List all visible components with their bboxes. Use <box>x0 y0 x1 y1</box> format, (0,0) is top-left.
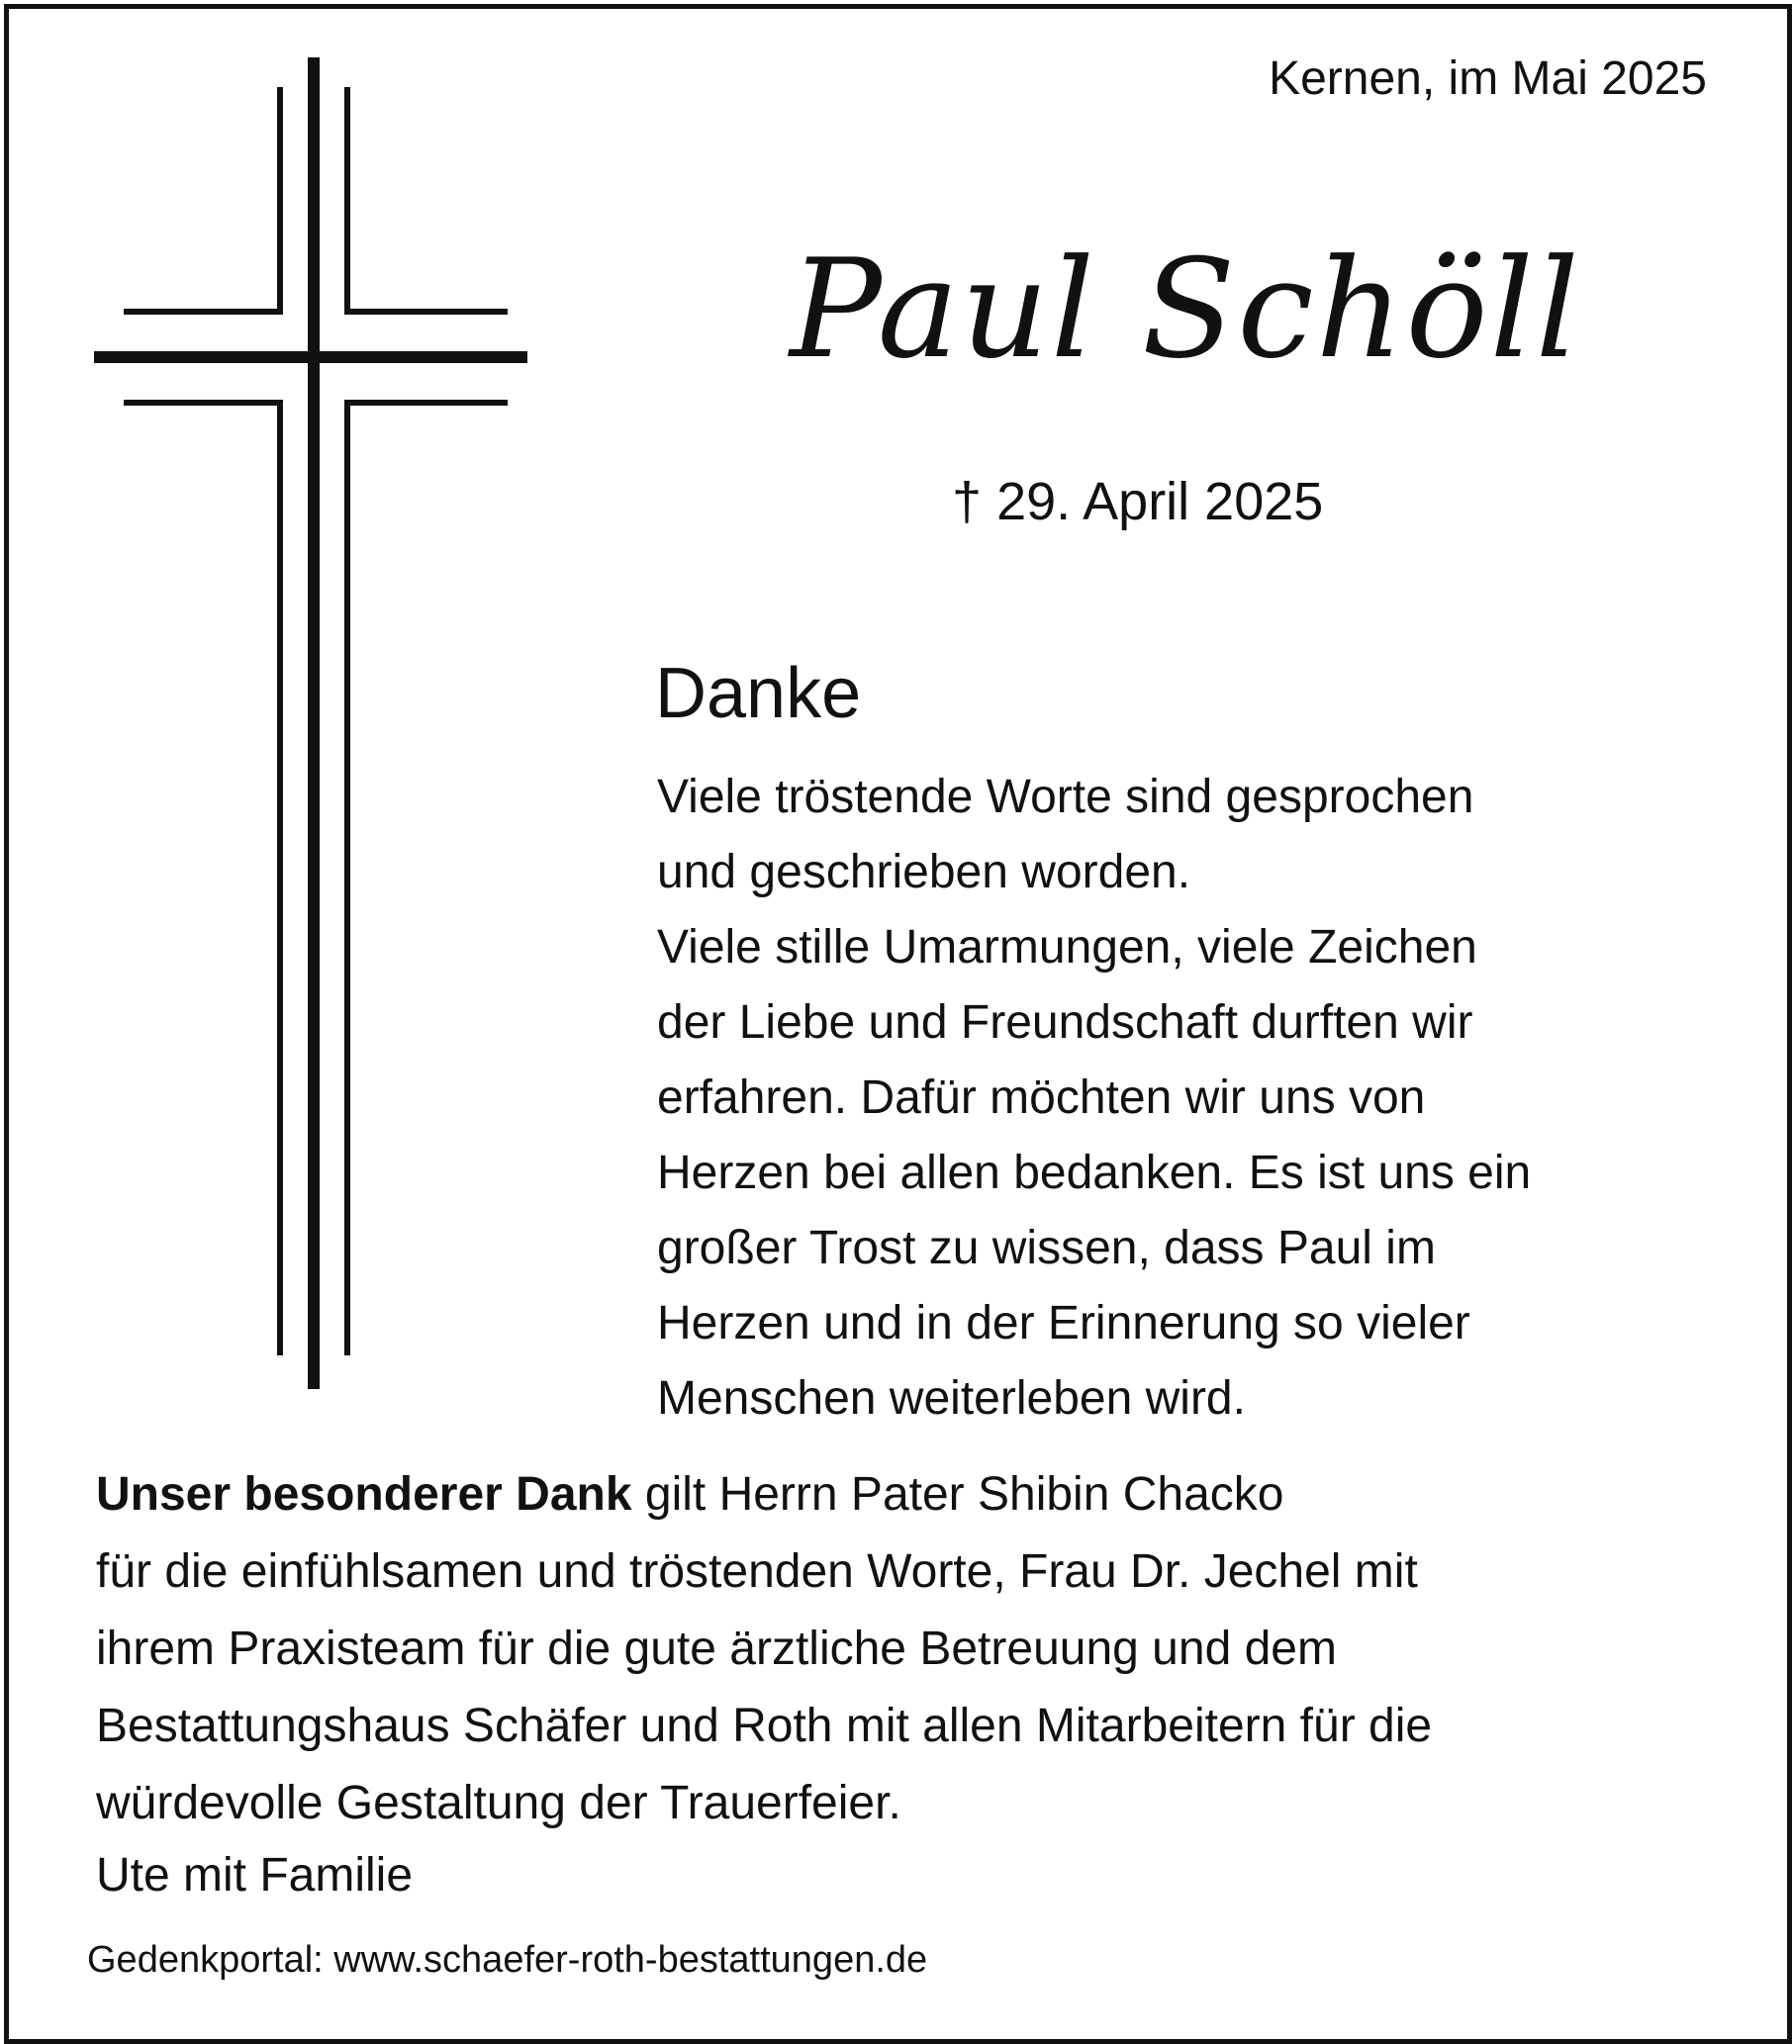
message-line: Menschen weiterleben wird. <box>657 1372 1246 1425</box>
message-body <box>657 760 1716 1437</box>
death-date-line <box>952 471 1323 532</box>
special-thanks <box>96 1456 1739 1842</box>
special-thanks-lead: Unser besonderer Dank <box>96 1468 632 1521</box>
special-thanks-first-line <box>96 1456 1739 1533</box>
message-line: Viele stille Umarmungen, viele Zeichen <box>657 921 1477 974</box>
message-line: Herzen und in der Erinnerung so vieler <box>657 1297 1470 1349</box>
dagger-symbol: † <box>952 472 983 531</box>
special-thanks-line: für die einfühlsamen und tröstenden Worte, Frau Dr. Jechel mit <box>96 1545 1418 1598</box>
special-thanks-line: Bestattungshaus Schäfer und Roth mit allen Mitarbeitern für die <box>96 1700 1433 1752</box>
signature: Ute mit Familie <box>96 1849 414 1902</box>
message-line: Herzen bei allen bedanken. Es ist uns ein <box>657 1147 1532 1199</box>
thanks-heading: Danke <box>655 654 862 733</box>
death-date: 29. April 2025 <box>996 472 1324 531</box>
special-thanks-line: würdevolle Gestaltung der Trauerfeier. <box>96 1777 901 1829</box>
deceased-name: Paul Schöll <box>790 230 1581 389</box>
special-thanks-first-rest: gilt Herrn Pater Shibin Chacko <box>631 1468 1284 1521</box>
message-line: Viele tröstende Worte sind gesprochen <box>657 771 1474 823</box>
special-thanks-line: ihrem Praxisteam für die gute ärztliche Betreuung und dem <box>96 1623 1337 1675</box>
message-line: großer Trost zu wissen, dass Paul im <box>657 1222 1436 1274</box>
message-line: erfahren. Dafür möchten wir uns von <box>657 1071 1426 1124</box>
place-date: Kernen, im Mai 2025 <box>1269 52 1707 105</box>
message-line: der Liebe und Freundschaft durften wir <box>657 996 1473 1049</box>
memorial-portal-link[interactable]: Gedenkportal: www.schaefer-roth-bestattungen.de <box>87 1939 928 1981</box>
message-line: und geschrieben worden. <box>657 846 1191 898</box>
